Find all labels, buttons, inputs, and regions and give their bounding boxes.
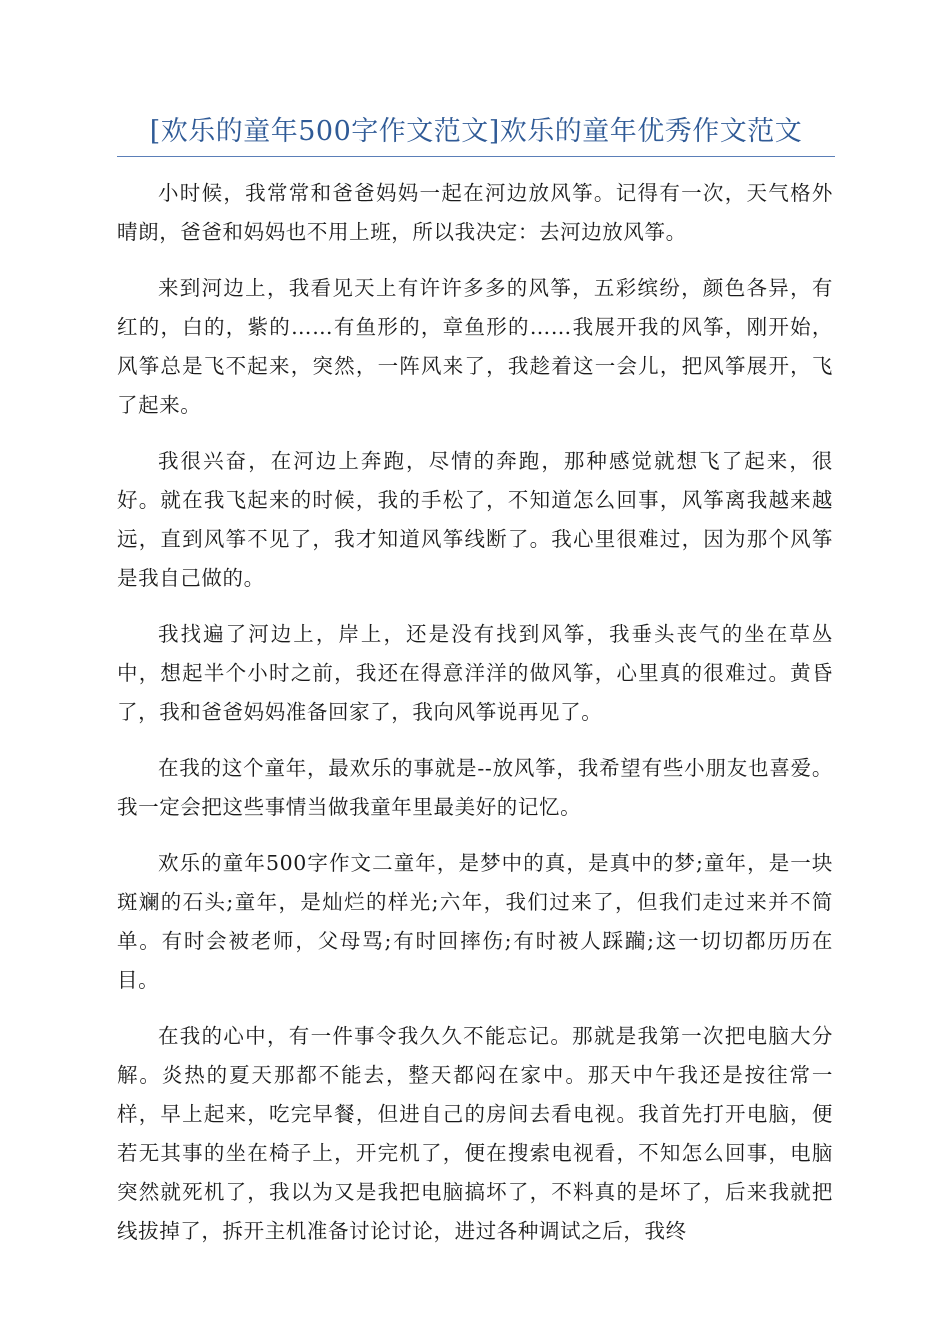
paragraph-3: 我很兴奋，在河边上奔跑，尽情的奔跑，那种感觉就想飞了起来，很好。就在我飞起来的时候，我的手松了，不知道怎么回事，风筝离我越来越远，直到风筝不见了，我才知道风筝线断了。我心里很难过，因为那个风筝是我自己做的。 <box>117 449 833 590</box>
document-body <box>117 174 833 1268</box>
paragraph-6: 欢乐的童年500字作文二童年，是梦中的真，是真中的梦;童年，是一块斑斓的石头;童年，是灿烂的样光;六年，我们过来了，但我们走过来并不简单。有时会被老师，父母骂;有时回摔伤;有时被人踩躏;这一切切都历历在目。 <box>117 851 833 992</box>
title-block <box>117 112 835 157</box>
paragraph-7: 在我的心中，有一件事令我久久不能忘记。那就是我第一次把电脑大分解。炎热的夏天那都不能去，整天都闷在家中。那天中午我还是按往常一样，早上起来，吃完早餐，但进自己的房间去看电视。我首先打开电脑，便若无其事的坐在椅子上，开完机了，便在搜索电视看，不知怎么回事，电脑突然就死机了，我以为又是我把电脑搞坏了，不料真的是坏了，后来我就把线拔掉了，拆开主机准备讨论讨论，进过各种调试之后，我终 <box>117 1024 833 1243</box>
paragraph-1: 小时候，我常常和爸爸妈妈一起在河边放风筝。记得有一次，天气格外晴朗，爸爸和妈妈也不用上班，所以我决定：去河边放风筝。 <box>117 181 833 244</box>
paragraph-2: 来到河边上，我看见天上有许许多多的风筝，五彩缤纷，颜色各异，有红的，白的，紫的……有鱼形的，章鱼形的……我展开我的风筝，刚开始，风筝总是飞不起来，突然，一阵风来了，我趁着这一会儿，把风筝展开，飞了起来。 <box>117 276 833 417</box>
paragraph-4: 我找遍了河边上，岸上，还是没有找到风筝，我垂头丧气的坐在草丛中，想起半个小时之前，我还在得意洋洋的做风筝，心里真的很难过。黄昏了，我和爸爸妈妈准备回家了，我向风筝说再见了。 <box>117 622 833 724</box>
paragraph-5: 在我的这个童年，最欢乐的事就是--放风筝，我希望有些小朋友也喜爱。我一定会把这些事情当做我童年里最美好的记忆。 <box>117 756 833 819</box>
document-title: [欢乐的童年500字作文范文]欢乐的童年优秀作文范文 <box>149 116 803 147</box>
